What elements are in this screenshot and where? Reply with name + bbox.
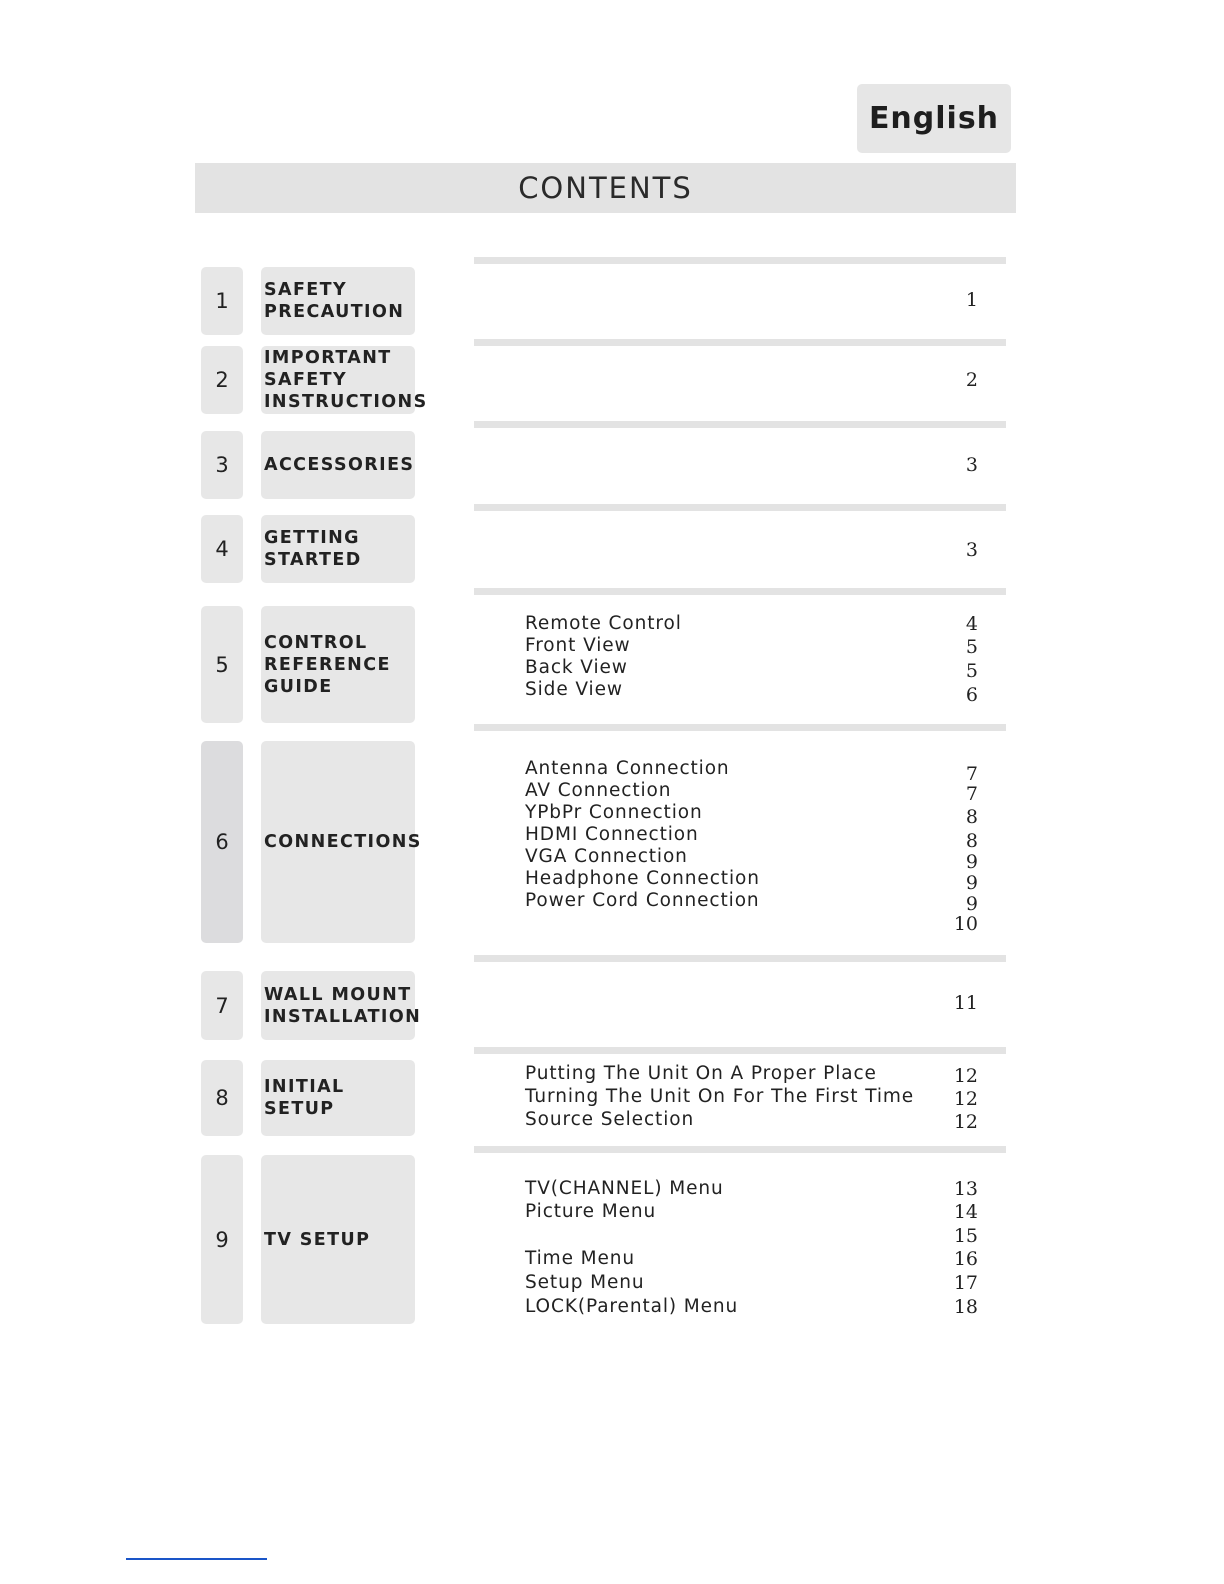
section-title: TV SETUP bbox=[264, 1229, 371, 1250]
toc-page-number: 8 bbox=[965, 806, 978, 828]
toc-page-number: 9 bbox=[965, 851, 978, 873]
section-divider bbox=[474, 724, 1006, 731]
toc-entry-label: Headphone Connection bbox=[525, 868, 760, 889]
toc-page-number: 17 bbox=[953, 1272, 978, 1294]
toc-entry-label: Power Cord Connection bbox=[525, 890, 760, 911]
section-title: ACCESSORIES bbox=[264, 455, 415, 475]
toc-entry-label: Turning The Unit On For The First Time bbox=[525, 1086, 915, 1107]
section-title-box bbox=[261, 606, 415, 723]
section-number: 1 bbox=[201, 267, 243, 335]
section-number: 6 bbox=[201, 741, 243, 943]
section-title-box bbox=[261, 971, 422, 1040]
section-number: 9 bbox=[201, 1155, 243, 1324]
section-divider bbox=[474, 339, 1006, 346]
toc-entry-label: Picture Menu bbox=[525, 1201, 657, 1222]
toc-page-number: 12 bbox=[953, 1088, 978, 1110]
toc-entry-label: AV Connection bbox=[525, 780, 672, 801]
toc-page-number: 11 bbox=[953, 992, 978, 1014]
toc-page-number: 5 bbox=[965, 660, 978, 682]
section-title: INITIAL SETUP bbox=[264, 1077, 345, 1119]
page-title: CONTENTS bbox=[518, 171, 693, 205]
section-title-box bbox=[261, 741, 422, 943]
toc-entry-label: YPbPr Connection bbox=[525, 802, 703, 823]
section-divider bbox=[474, 1047, 1006, 1054]
toc-page-number: 14 bbox=[953, 1201, 978, 1223]
toc-entry-label: Side View bbox=[525, 679, 623, 700]
section-divider bbox=[474, 955, 1006, 962]
toc-page-number: 9 bbox=[965, 893, 978, 915]
section-number: 7 bbox=[201, 971, 243, 1040]
toc-page-number: 15 bbox=[953, 1225, 978, 1247]
toc-entry-label: Setup Menu bbox=[525, 1272, 645, 1293]
toc-entry-label: Source Selection bbox=[525, 1109, 695, 1130]
section-number: 8 bbox=[201, 1060, 243, 1136]
section-divider bbox=[474, 588, 1006, 595]
section-title-box bbox=[261, 1060, 415, 1136]
section-title-box bbox=[261, 431, 415, 499]
footer-rule bbox=[126, 1558, 267, 1560]
toc-page-number: 3 bbox=[965, 454, 978, 476]
toc-page-number: 7 bbox=[965, 783, 978, 805]
toc-page-number: 1 bbox=[965, 289, 978, 311]
toc-entry-label: Time Menu bbox=[525, 1248, 636, 1269]
toc-entry-label: VGA Connection bbox=[525, 846, 688, 867]
section-divider bbox=[474, 257, 1006, 264]
toc-page-number: 3 bbox=[965, 539, 978, 561]
toc-page-number: 12 bbox=[953, 1111, 978, 1133]
toc-page-number: 2 bbox=[965, 369, 978, 391]
section-number: 3 bbox=[201, 431, 243, 499]
toc-page-number: 9 bbox=[965, 872, 978, 894]
section-divider bbox=[474, 421, 1006, 428]
toc-page-number: 4 bbox=[965, 613, 978, 635]
toc-entry-label: Remote Control bbox=[525, 613, 682, 634]
toc-page-number: 7 bbox=[965, 763, 978, 785]
section-title-box bbox=[261, 346, 428, 414]
section-divider bbox=[474, 504, 1006, 511]
toc-entry-label: Back View bbox=[525, 657, 628, 678]
section-divider bbox=[474, 1146, 1006, 1153]
toc-page-number: 13 bbox=[953, 1178, 978, 1200]
toc-entry-label: HDMI Connection bbox=[525, 824, 699, 845]
toc-page-number: 5 bbox=[965, 636, 978, 658]
section-title: IMPORTANT SAFETY INSTRUCTIONS bbox=[264, 348, 428, 412]
section-title-box bbox=[261, 515, 415, 583]
section-number: 5 bbox=[201, 606, 243, 723]
section-title: WALL MOUNT INSTALLATION bbox=[264, 984, 422, 1027]
toc-entry-label: Antenna Connection bbox=[525, 758, 730, 779]
section-title: SAFETY PRECAUTION bbox=[264, 280, 405, 322]
section-title: CONNECTIONS bbox=[264, 832, 422, 852]
toc-entry-label: Front View bbox=[525, 635, 631, 656]
section-title: GETTING STARTED bbox=[264, 528, 362, 570]
toc-page-number: 6 bbox=[965, 684, 978, 706]
toc-page-number: 18 bbox=[953, 1296, 978, 1318]
section-title: CONTROL REFERENCE GUIDE bbox=[264, 632, 391, 697]
section-number: 2 bbox=[201, 346, 243, 414]
toc-entry-label: TV(CHANNEL) Menu bbox=[525, 1178, 724, 1199]
section-title-box bbox=[261, 267, 415, 335]
toc-page-number: 8 bbox=[965, 830, 978, 852]
section-number: 4 bbox=[201, 515, 243, 583]
toc-page-number: 12 bbox=[953, 1065, 978, 1087]
toc-entry-label: Putting The Unit On A Proper Place bbox=[525, 1063, 877, 1084]
contents-header bbox=[195, 163, 1016, 213]
toc-page-number: 10 bbox=[953, 913, 978, 935]
toc-entry-label: LOCK(Parental) Menu bbox=[525, 1296, 739, 1317]
section-title-box bbox=[261, 1155, 415, 1324]
toc-page-number: 16 bbox=[953, 1248, 978, 1270]
language-badge: English bbox=[857, 84, 1011, 153]
